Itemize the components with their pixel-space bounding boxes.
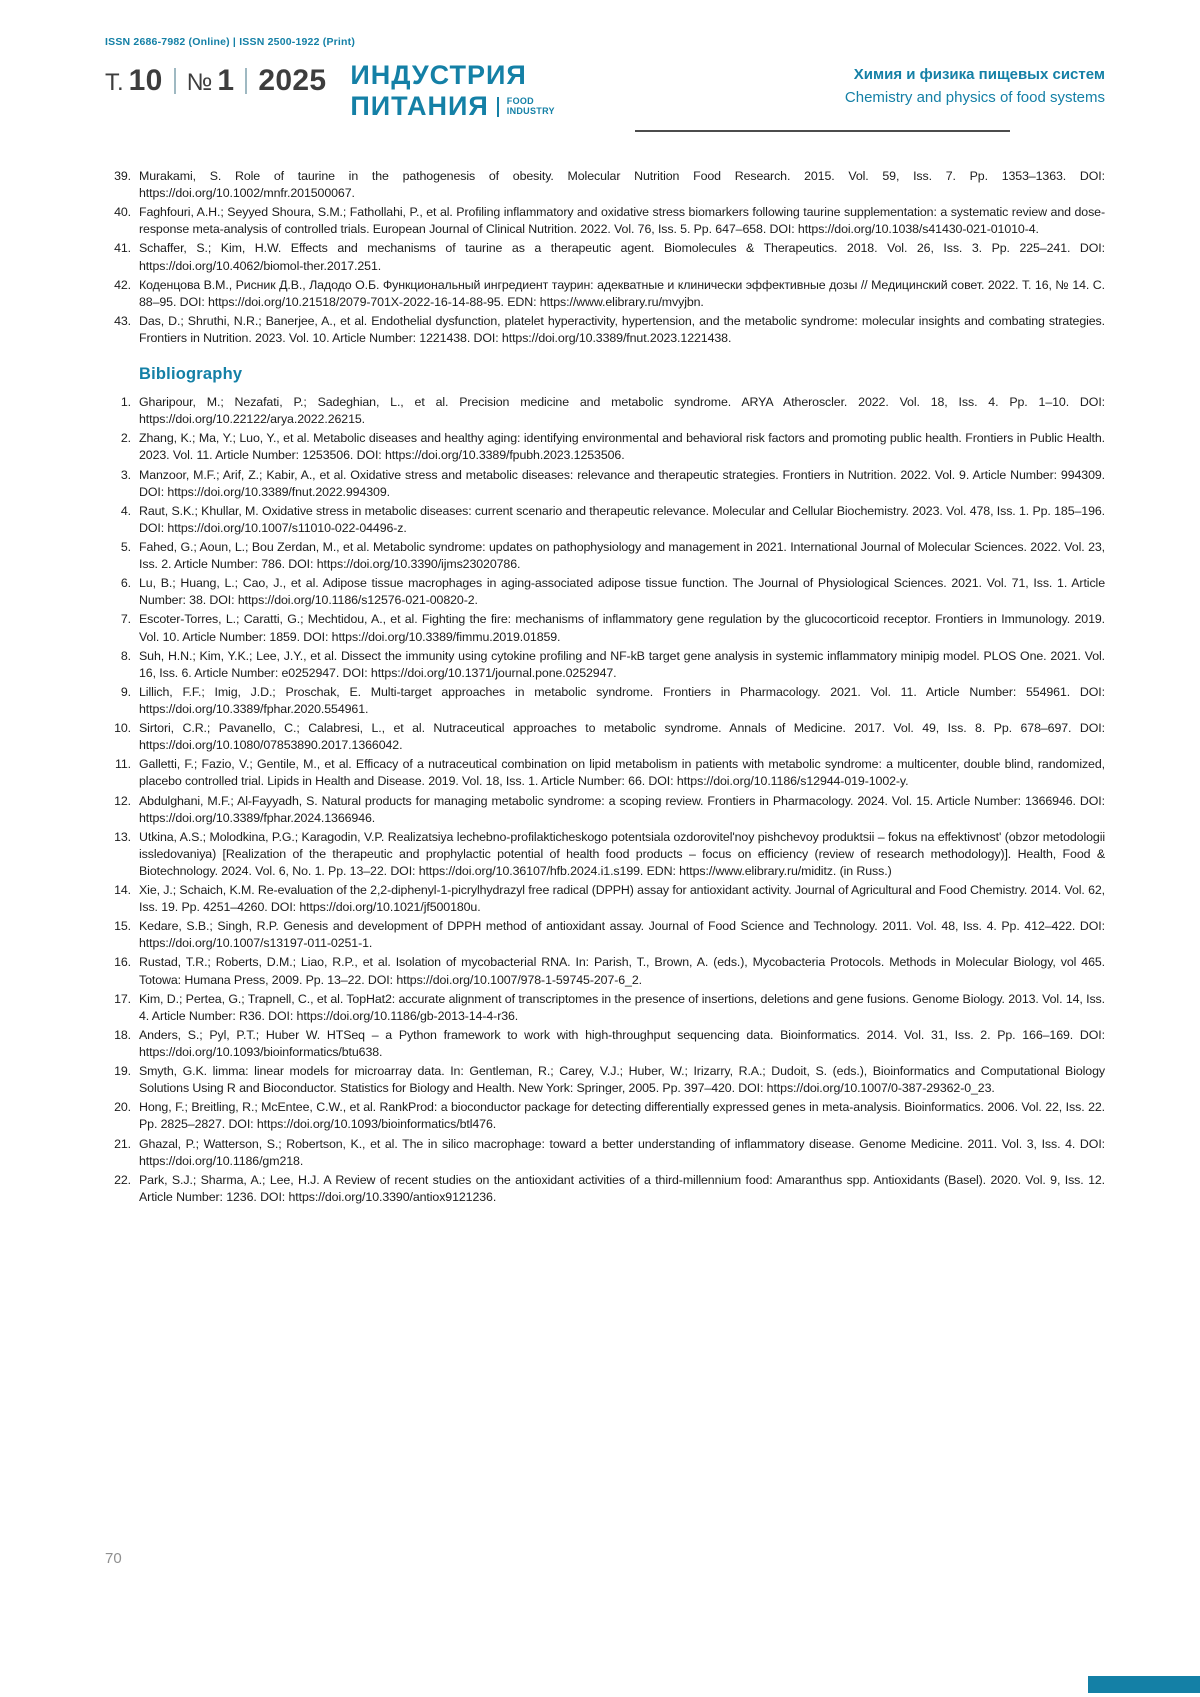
- reference-number: 17.: [114, 991, 131, 1006]
- year: 2025: [258, 64, 327, 97]
- separator-bar: [174, 68, 176, 94]
- journal-header: [105, 0, 1105, 120]
- reference-number: 15.: [114, 919, 131, 934]
- issue-prefix: №: [186, 69, 213, 96]
- reference-item: [105, 240, 1105, 274]
- section-title-en: Chemistry and physics of food systems: [844, 88, 1105, 106]
- reference-item: [105, 277, 1105, 311]
- header-rule: [635, 130, 1010, 132]
- references-section: [105, 120, 1105, 1206]
- reference-number: 14.: [114, 883, 131, 898]
- reference-text: Raut, S.K.; Khullar, M. Oxidative stress in metabolic diseases: current scenario and therapeutic relevance. Molecular and Cellular Biochemistry. 2023. Vol. 478, Iss. 1. Pp. 185–196. DOI: https://doi.org/10.1007/s11010-022-04496-z.: [139, 503, 1105, 535]
- section-title-ru: Химия и физика пищевых систем: [853, 66, 1105, 83]
- separator-bar: [245, 68, 247, 94]
- reference-number: 21.: [114, 1136, 131, 1151]
- reference-number: 11.: [114, 757, 131, 772]
- reference-number: 18.: [114, 1027, 131, 1042]
- reference-item: [105, 954, 1105, 988]
- references-list-continued: [105, 168, 1105, 347]
- volume-prefix: Т.: [105, 69, 124, 96]
- reference-item: [105, 1063, 1105, 1097]
- reference-item: [105, 503, 1105, 537]
- reference-number: 39.: [114, 169, 131, 183]
- reference-number: 41.: [114, 241, 131, 256]
- footer-accent-bar: [1088, 1676, 1200, 1693]
- reference-text: Hong, F.; Breitling, R.; McEntee, C.W., et al. RankProd: a bioconductor package for detecting differentially expressed genes in meta-analysis. Bioinformatics. 2006. Vol. 22, Iss. 22. Pp. 2825–2827. DOI: https://doi.org/10.1093/bioinformatics/btl476.: [139, 1100, 1105, 1132]
- reference-item: [105, 430, 1105, 464]
- reference-number: 19.: [114, 1064, 131, 1079]
- reference-text: Schaffer, S.; Kim, H.W. Effects and mechanisms of taurine as a therapeutic agent. Biomolecules & Therapeutics. 2018. Vol. 26, Iss. 3. Pp. 225–241. DOI: https://doi.org/10.4062/biomol-ther.2017.251.: [139, 241, 1105, 273]
- reference-text: Rustad, T.R.; Roberts, D.M.; Liao, R.P., et al. Isolation of mycobacterial RNA. In: Parish, T., Brown, A. (eds.), Mycobacteria Protocols. Methods in Molecular Biology, vol 465. Totowa: Humana Press, 2009. Pp. 13–22. DOI: https://doi.org/10.1007/978-1-59745-207-6_2.: [139, 955, 1105, 987]
- reference-text: Murakami, S. Role of taurine in the pathogenesis of obesity. Molecular Nutrition Food Research. 2015. Vol. 59, Iss. 7. Pp. 1353–1363. DOI: https://doi.org/10.1002/mnfr.201500067.: [139, 169, 1105, 201]
- reference-text: Park, S.J.; Sharma, A.; Lee, H.J. A Review of recent studies on the antioxidant activities of a third-millennium food: Amaranthus spp. Antioxidants (Basel). 2020. Vol. 9, Iss. 12. Article Number: 1236. DOI: https://doi.org/10.3390/antiox9121236.: [139, 1172, 1105, 1204]
- reference-number: 43.: [114, 313, 131, 328]
- reference-text: Kim, D.; Pertea, G.; Trapnell, C., et al. TopHat2: accurate alignment of transcriptomes in the presence of insertions, deletions and gene fusions. Genome Biology. 2013. Vol. 14, Iss. 4. Article Number: R36. DOI: https://doi.org/10.1186/gb-2013-14-4-r36.: [139, 991, 1105, 1023]
- reference-item: [105, 829, 1105, 880]
- reference-text: Sirtori, C.R.; Pavanello, C.; Calabresi, L., et al. Nutraceutical approaches to metabolic syndrome. Annals of Medicine. 2017. Vol. 49, Iss. 8. Pp. 678–697. DOI: https://doi.org/10.1080/07853890.2017.1366042.: [139, 721, 1105, 753]
- reference-number: 9.: [120, 684, 131, 699]
- reference-text: Abdulghani, M.F.; Al-Fayyadh, S. Natural products for managing metabolic syndrome: a scoping review. Frontiers in Pharmacology. 2024. Vol. 15. Article Number: 1366946. DOI: https://doi.org/10.3389/fphar.2024.1366946.: [139, 793, 1105, 825]
- reference-text: Fahed, G.; Aoun, L.; Bou Zerdan, M., et al. Metabolic syndrome: updates on pathophysiology and management in 2021. International Journal of Molecular Sciences. 2022. Vol. 23, Iss. 2. Article Number: 786. DOI: https://doi.org/10.3390/ijms23020786.: [139, 539, 1105, 572]
- reference-text: Galletti, F.; Fazio, V.; Gentile, M., et al. Efficacy of a nutraceutical combination on lipid metabolism in patients with metabolic syndrome: a multicenter, double blind, randomized, placebo controlled trial. Lipids in Health and Disease. 2019. Vol. 18, Iss. 1. Article Number: 66. DOI: https://doi.org/10.1186/s12944-019-1002-y.: [139, 757, 1105, 789]
- reference-text: Zhang, K.; Ma, Y.; Luo, Y., et al. Metabolic diseases and healthy aging: identifying environmental and behavioral risk factors and promoting public health. Frontiers in Public Health. 2023. Vol. 11. Article Number: 1253506. DOI: https://doi.org/10.3389/fpubh.2023.1253506.: [139, 431, 1105, 463]
- reference-item: [105, 204, 1105, 238]
- reference-item: [105, 467, 1105, 501]
- reference-number: 6.: [120, 576, 131, 591]
- reference-item: [105, 793, 1105, 827]
- reference-text: Xie, J.; Schaich, K.M. Re-evaluation of the 2,2-diphenyl-1-picrylhydrazyl free radical (DPPH) assay for antioxidant activity. Journal of Agricultural and Food Chemistry. 2014. Vol. 62, Iss. 19. Pp. 4251–4260. DOI: https://doi.org/10.1021/jf500180u.: [139, 883, 1105, 915]
- reference-text: Das, D.; Shruthi, N.R.; Banerjee, A., et al. Endothelial dysfunction, platelet hyperactivity, hypertension, and the metabolic syndrome: molecular insights and combating strategies. Frontiers in Nutrition. 2023. Vol. 10. Article Number: 1221438. DOI: https://doi.org/10.3389/fnut.2023.1221438.: [139, 313, 1105, 345]
- reference-item: [105, 648, 1105, 682]
- reference-item: [105, 1099, 1105, 1133]
- reference-number: 42.: [114, 277, 131, 292]
- reference-text: Suh, H.N.; Kim, Y.K.; Lee, J.Y., et al. Dissect the immunity using cytokine profiling and NF-kB target gene analysis in systemic inflammatory minipig model. PLOS One. 2021. Vol. 16, Iss. 6. Article Number: e0252947. DOI: https://doi.org/10.1371/journal.pone.0252947.: [139, 648, 1105, 680]
- journal-title-en-line1: FOOD: [506, 95, 534, 106]
- journal-title-en: [507, 97, 555, 117]
- reference-text: Коденцова В.М., Рисник Д.В., Ладодо О.Б. Функциональный ингредиент таурин: адекватные и клинически эффективные дозы // Медицинский совет. 2022. Т. 16, № 14. С. 88–95. DOI: https://doi.org/10.21518/2079-701X-2022-16-14-88-95. EDN: https://www.elibrary.ru/mvyjbn.: [139, 277, 1105, 309]
- volume-number: 10: [128, 64, 163, 97]
- reference-item: [105, 168, 1105, 202]
- journal-title-ru-line2-row: [350, 93, 555, 120]
- reference-text: Faghfouri, A.H.; Seyyed Shoura, S.M.; Fathollahi, P., et al. Profiling inflammatory and oxidative stress biomarkers following taurine supplementation: a systematic review and dose-response meta-analysis of controlled trials. European Journal of Clinical Nutrition. 2022. Vol. 76, Iss. 5. Pp. 647–658. DOI: https://doi.org/10.1038/s41430-021-01010-4.: [139, 205, 1105, 237]
- reference-item: [105, 720, 1105, 754]
- reference-text: Ghazal, P.; Watterson, S.; Robertson, K., et al. The in silico macrophage: toward a better understanding of inflammatory disease. Genome Medicine. 2011. Vol. 3, Iss. 4. DOI: https://doi.org/10.1186/gm218.: [139, 1136, 1105, 1168]
- reference-item: [105, 394, 1105, 428]
- issue-number: 1: [217, 64, 235, 97]
- reference-number: 16.: [114, 955, 131, 970]
- reference-item: [105, 882, 1105, 916]
- volume-group: [105, 64, 163, 98]
- reference-text: Utkina, A.S.; Molodkina, P.G.; Karagodin, V.P. Realizatsiya lechebno-profilakticheskogo potentsiala ozdorovitel'noy pishchevoy produktsii – fokus na effektivnost' (obzor metodologii issledovaniya) [Realization of the therapeutic and prophylactic potential of health food products – focus on efficiency (review of research methodology)]. Health, Food & Biotechnology. 2024. Vol. 6, No. 1. Pp. 13–22. DOI: https://doi.org/10.36107/hfb.2024.i1.s199. EDN: https://www.elibrary.ru/miditz. (in Russ.): [139, 829, 1105, 878]
- reference-number: 20.: [114, 1100, 131, 1115]
- reference-item: [105, 539, 1105, 573]
- page-number: 70: [105, 1550, 122, 1567]
- issue-group: [187, 64, 235, 98]
- journal-title-ru-line2: ПИТАНИЯ: [350, 91, 489, 121]
- reference-text: Gharipour, M.; Nezafati, P.; Sadeghian, L., et al. Precision medicine and metabolic syndrome. ARYA Atheroscler. 2022. Vol. 18, Iss. 4. Pp. 1–10. DOI: https://doi.org/10.22122/arya.2022.26215.: [139, 395, 1105, 427]
- journal-title-en-line2: INDUSTRY: [506, 105, 555, 116]
- reference-number: 10.: [114, 721, 131, 736]
- reference-number: 4.: [120, 503, 131, 518]
- journal-logo: [350, 62, 555, 120]
- reference-item: [105, 918, 1105, 952]
- reference-number: 8.: [120, 648, 131, 663]
- reference-number: 12.: [114, 793, 131, 808]
- journal-title-ru-line1: ИНДУСТРИЯ: [350, 60, 527, 90]
- reference-text: Escoter-Torres, L.; Caratti, G.; Mechtidou, A., et al. Fighting the fire: mechanisms of inflammatory gene regulation by the glucocorticoid receptor. Frontiers in Immunology. 2019. Vol. 10. Article Number: 1859. DOI: https://doi.org/10.3389/fimmu.2019.01859.: [139, 612, 1105, 644]
- masthead: [105, 62, 1105, 120]
- reference-number: 7.: [120, 612, 131, 627]
- reference-text: Manzoor, M.F.; Arif, Z.; Kabir, A., et al. Oxidative stress and metabolic diseases: relevance and therapeutic strategies. Frontiers in Nutrition. 2022. Vol. 9. Article Number: 994309. DOI: https://doi.org/10.3389/fnut.2022.994309.: [139, 467, 1105, 499]
- reference-text: Anders, S.; Pyl, P.T.; Huber W. HTSeq – a Python framework to work with high-throughput sequencing data. Bioinformatics. 2014. Vol. 31, Iss. 2. Pp. 166–169. DOI: https://doi.org/10.1093/bioinformatics/btu638.: [139, 1027, 1105, 1060]
- reference-number: 13.: [114, 829, 131, 844]
- reference-number: 2.: [120, 431, 131, 446]
- bibliography-list: [105, 394, 1105, 1206]
- reference-number: 22.: [114, 1172, 131, 1187]
- reference-item: [105, 684, 1105, 718]
- reference-item: [105, 991, 1105, 1025]
- reference-item: [105, 611, 1105, 645]
- reference-item: [105, 1172, 1105, 1206]
- reference-item: [105, 575, 1105, 609]
- bibliography-heading: Bibliography: [139, 365, 243, 384]
- reference-item: [105, 1136, 1105, 1170]
- reference-text: Lu, B.; Huang, L.; Cao, J., et al. Adipose tissue macrophages in aging-associated adipose tissue function. The Journal of Physiological Sciences. 2021. Vol. 71, Iss. 1. Article Number: 38. DOI: https://doi.org/10.1186/s12576-021-00820-2.: [139, 576, 1105, 608]
- reference-item: [105, 1027, 1105, 1061]
- section-title: [845, 62, 1105, 109]
- reference-text: Smyth, G.K. limma: linear models for microarray data. In: Gentleman, R.; Carey, V.J.; Huber, W.; Irizarry, R.A.; Dudoit, S. (eds.), Bioinformatics and Computational Biology Solutions Using R and Bioconductor. Statistics for Biology and Health. New York: Springer, 2005. Pp. 397–420. DOI: https://doi.org/10.1007/0-387-29362-0_23.: [139, 1064, 1105, 1096]
- reference-number: 3.: [120, 467, 131, 482]
- reference-text: Lillich, F.F.; Imig, J.D.; Proschak, E. Multi-target approaches in metabolic syndrome. Frontiers in Pharmacology. 2021. Vol. 11. Article Number: 554961. DOI: https://doi.org/10.3389/fphar.2020.554961.: [139, 684, 1105, 716]
- reference-item: [105, 756, 1105, 790]
- issn-line: ISSN 2686-7982 (Online) | ISSN 2500-1922 (Print): [105, 36, 356, 48]
- volume-issue-year-block: [105, 62, 326, 98]
- reference-number: 5.: [120, 539, 131, 554]
- reference-text: Kedare, S.B.; Singh, R.P. Genesis and development of DPPH method of antioxidant assay. Journal of Food Science and Technology. 2011. Vol. 48, Iss. 4. Pp. 412–422. DOI: https://doi.org/10.1007/s13197-011-0251-1.: [139, 919, 1105, 951]
- reference-item: [105, 313, 1105, 347]
- reference-number: 1.: [120, 395, 131, 410]
- logo-divider: [497, 97, 499, 117]
- reference-number: 40.: [114, 205, 131, 220]
